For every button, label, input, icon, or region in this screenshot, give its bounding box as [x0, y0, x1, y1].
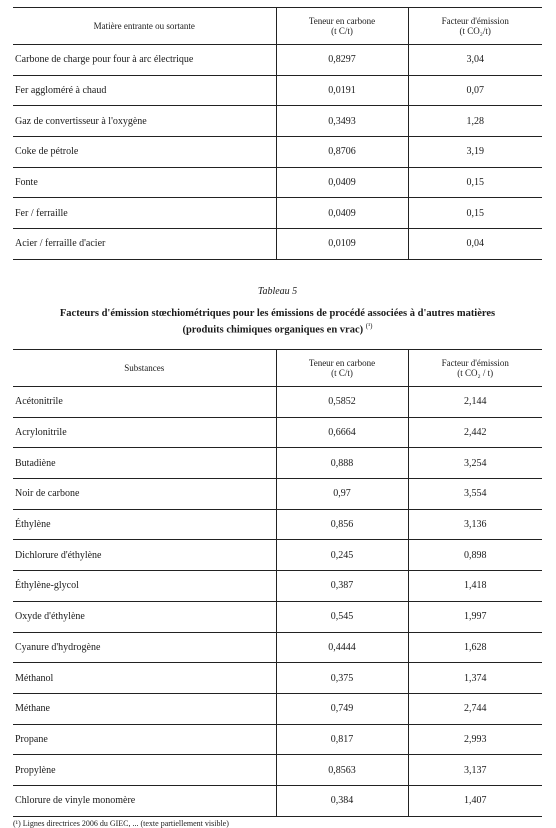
cell-carbon-content: 0,856 — [276, 509, 408, 540]
table-row — [13, 479, 542, 510]
cell-name: Cyanure d'hydrogène — [13, 632, 276, 663]
cell-emission-factor: 1,407 — [408, 785, 542, 816]
table-label: Tableau 5 — [257, 286, 298, 297]
table-organic-chemicals — [13, 349, 542, 817]
table-row — [13, 137, 542, 168]
cell-name: Éthylène — [13, 509, 276, 540]
cell-name: Chlorure de vinyle monomère — [13, 785, 276, 816]
table-carbon-materials — [13, 7, 542, 260]
cell-name: Propylène — [13, 755, 276, 786]
cell-carbon-content: 0,749 — [276, 693, 408, 724]
cell-carbon-content: 0,8297 — [276, 45, 408, 76]
cell-emission-factor: 1,418 — [408, 571, 542, 602]
table-row — [13, 571, 542, 602]
cell-emission-factor: 1,28 — [408, 106, 542, 137]
cell-carbon-content: 0,3493 — [276, 106, 408, 137]
header-carbon-content: Teneur en carbone (t C/t) — [276, 350, 408, 387]
cell-emission-factor: 2,144 — [408, 387, 542, 418]
cell-emission-factor: 3,137 — [408, 755, 542, 786]
cell-emission-factor: 0,15 — [408, 198, 542, 229]
table-row — [13, 417, 542, 448]
cell-carbon-content: 0,6664 — [276, 417, 408, 448]
table-row — [13, 229, 542, 260]
cell-carbon-content: 0,0409 — [276, 198, 408, 229]
cell-name: Acier / ferraille d'acier — [13, 229, 276, 260]
cell-carbon-content: 0,375 — [276, 663, 408, 694]
header-emission-factor: Facteur d'émission (t CO₂/t) — [408, 8, 542, 45]
table-row — [13, 106, 542, 137]
cell-carbon-content: 0,817 — [276, 724, 408, 755]
cell-emission-factor: 3,136 — [408, 509, 542, 540]
table-row — [13, 387, 542, 418]
cell-emission-factor: 3,254 — [408, 448, 542, 479]
table-row — [13, 632, 542, 663]
table-row — [13, 724, 542, 755]
cell-name: Carbone de charge pour four à arc électrique — [13, 45, 276, 76]
table-row — [13, 45, 542, 76]
cell-carbon-content: 0,8706 — [276, 137, 408, 168]
cell-carbon-content: 0,97 — [276, 479, 408, 510]
cell-emission-factor: 1,374 — [408, 663, 542, 694]
cell-carbon-content: 0,8563 — [276, 755, 408, 786]
cell-carbon-content: 0,384 — [276, 785, 408, 816]
cell-name: Gaz de convertisseur à l'oxygène — [13, 106, 276, 137]
cell-name: Acrylonitrile — [13, 417, 276, 448]
cell-name: Coke de pétrole — [13, 137, 276, 168]
cell-carbon-content: 0,0109 — [276, 229, 408, 260]
cell-name: Propane — [13, 724, 276, 755]
table-row — [13, 693, 542, 724]
cell-name: Fer / ferraille — [13, 198, 276, 229]
cell-emission-factor: 0,07 — [408, 75, 542, 106]
cell-carbon-content: 0,387 — [276, 571, 408, 602]
cell-carbon-content: 0,0409 — [276, 167, 408, 198]
header-emission-factor: Facteur d'émission (t CO₂ / t) — [408, 350, 542, 387]
cell-name: Oxyde d'éthylène — [13, 601, 276, 632]
cell-emission-factor: 2,744 — [408, 693, 542, 724]
cell-emission-factor: 1,628 — [408, 632, 542, 663]
table-row — [13, 75, 542, 106]
table-row — [13, 198, 542, 229]
cell-carbon-content: 0,5852 — [276, 387, 408, 418]
cell-emission-factor: 3,554 — [408, 479, 542, 510]
table-row — [13, 167, 542, 198]
cell-name: Butadiène — [13, 448, 276, 479]
cell-emission-factor: 3,04 — [408, 45, 542, 76]
table-row — [13, 755, 542, 786]
cell-emission-factor: 0,898 — [408, 540, 542, 571]
table-title: Facteurs d'émission stœchiométriques pour les émissions de procédé associées à d'autres matières (produits chimiques organiques en vrac) $^{(^1)}$ — [59, 308, 496, 336]
header-carbon-content: Teneur en carbone (t C/t) — [276, 8, 408, 45]
cell-emission-factor: 0,15 — [408, 167, 542, 198]
cell-emission-factor: 3,19 — [408, 137, 542, 168]
table-row — [13, 663, 542, 694]
cell-emission-factor: 2,442 — [408, 417, 542, 448]
cell-carbon-content: 0,245 — [276, 540, 408, 571]
table-row — [13, 785, 542, 816]
cell-name: Méthanol — [13, 663, 276, 694]
cell-carbon-content: 0,888 — [276, 448, 408, 479]
title-footnote-ref: (¹) — [365, 322, 373, 330]
table-row — [13, 540, 542, 571]
cell-name: Dichlorure d'éthylène — [13, 540, 276, 571]
cell-emission-factor: 2,993 — [408, 724, 542, 755]
table-header-row — [13, 8, 542, 45]
cell-name: Éthylène-glycol — [13, 571, 276, 602]
cell-carbon-content: 0,545 — [276, 601, 408, 632]
footnote: (¹) Lignes directrices 2006 du GIEC, ... (texte partiellement visible) — [13, 819, 229, 828]
cell-emission-factor: 0,04 — [408, 229, 542, 260]
header-material: Matière entrante ou sortante — [13, 8, 276, 45]
cell-carbon-content: 0,4444 — [276, 632, 408, 663]
cell-name: Méthane — [13, 693, 276, 724]
header-substances: Substances — [13, 350, 276, 387]
table-header-row — [13, 350, 542, 387]
cell-emission-factor: 1,997 — [408, 601, 542, 632]
cell-name: Fer aggloméré à chaud — [13, 75, 276, 106]
cell-name: Fonte — [13, 167, 276, 198]
cell-name: Acétonitrile — [13, 387, 276, 418]
cell-carbon-content: 0,0191 — [276, 75, 408, 106]
table-row — [13, 601, 542, 632]
cell-name: Noir de carbone — [13, 479, 276, 510]
table-row — [13, 509, 542, 540]
table-row — [13, 448, 542, 479]
